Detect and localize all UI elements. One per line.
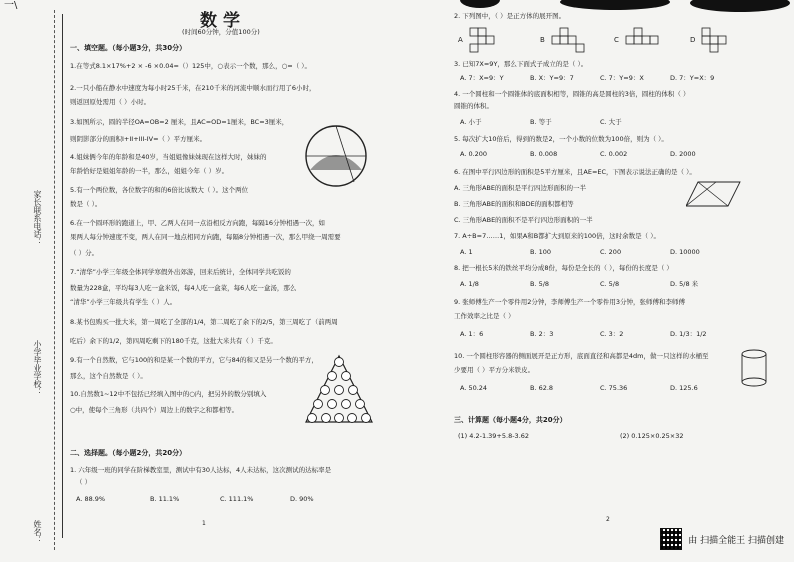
q9-option-a: A. 1：6 bbox=[460, 330, 484, 338]
triangle-puzzle-figure bbox=[300, 352, 378, 428]
right-line-q3: 3. 已知7X=9Y，那么下面式子成立的是（ ）。 bbox=[454, 60, 588, 68]
left-line-11: 果两人每分钟速度不变，两人在同一地点相同方向跑，每隔8分钟相遇一次，那么甲绕一周需要 bbox=[70, 233, 341, 241]
left-choice-q1-blank: （ ） bbox=[76, 478, 92, 486]
spine-label-name: 姓名： bbox=[33, 520, 42, 544]
calc-1: (1) 4.2-1.39+5.8-3.62 bbox=[458, 432, 530, 440]
scanner-footer-text: 由 扫描全能王 扫描创建 bbox=[688, 535, 784, 546]
q7-option-c: C. 200 bbox=[600, 248, 622, 256]
svg-text:D: D bbox=[690, 36, 696, 44]
spine-label-phone: 家长联系电话： bbox=[33, 190, 42, 246]
right-line-q6c: C. 三角形ABE的面积不是平行四边形面积的一半 bbox=[454, 216, 593, 224]
left-line-13: 7.“清华”小学三年级全体同学寒假外出郊游，回来后统计，全体同学共吃饭的 bbox=[70, 268, 291, 276]
left-page-frame bbox=[62, 14, 441, 538]
right-line-q9: 9. 张师傅生产一个零件用2分钟，李师傅生产一个零件用3分钟，张师傅和李师傅 bbox=[454, 298, 686, 306]
q9-option-d: D. 1/3：1/2 bbox=[670, 330, 707, 338]
svg-text:A: A bbox=[458, 36, 463, 44]
binding-spine bbox=[20, 10, 55, 550]
qr-code-icon bbox=[660, 528, 682, 550]
svg-text:C: C bbox=[614, 36, 619, 44]
right-line-q6b: B. 三角形ABE的面积和BDE的面积都相等 bbox=[454, 200, 574, 208]
left-line-2: 2.一只小船在静水中速度为每小时25千米，在210千米的河流中顺水而行用了6小时， bbox=[70, 84, 316, 92]
cube-net-options bbox=[456, 24, 776, 56]
left-line-1: 1.在等式8.1×17%+2 × -6 ×0.04=（）125中，○表示一个数，那么，○=（ ）。 bbox=[70, 62, 312, 70]
left-page-number: 1 bbox=[202, 520, 206, 527]
q8-option-d: D. 5/8 米 bbox=[670, 280, 699, 288]
left-line-8: 5.有一个两位数，各位数字的和的6倍比该数大（ ）。这个两位 bbox=[70, 186, 249, 194]
choice-option-d: D. 90% bbox=[290, 495, 314, 503]
q5-option-d: D. 2000 bbox=[670, 150, 696, 158]
q10-option-c: C. 75.36 bbox=[600, 384, 628, 392]
q5-option-c: C. 0.002 bbox=[600, 150, 628, 158]
q3-option-c: C. 7：Y=9：X bbox=[600, 74, 644, 82]
left-line-6: 4.姐妹俩今年的年龄和是40岁，当姐姐像妹妹现在这样大时，妹妹的 bbox=[70, 153, 267, 161]
q7-option-a: A. 1 bbox=[460, 248, 473, 256]
right-line-q8: 8. 把一根长5米的铁丝平均分成8份，每份是全长的（ ），每份的长度是（ ） bbox=[454, 264, 673, 272]
q5-option-a: A. 0.200 bbox=[460, 150, 488, 158]
q7-option-d: D. 10000 bbox=[670, 248, 700, 256]
right-line-q4: 4. 一个圆柱和一个圆锥体的底面积相等，圆锥的高是圆柱的3倍，圆柱的体积（ ） bbox=[454, 90, 690, 98]
left-line-10: 6.在一个圆环形的跑道上，甲、乙两人在同一点沿相反方向跑，每隔16分钟相遇一次，如 bbox=[70, 219, 325, 227]
calc-2: (2) 0.125×0.25×32 bbox=[620, 432, 684, 440]
q8-option-b: B. 5/8 bbox=[530, 280, 550, 288]
q9-option-c: C. 3：2 bbox=[600, 330, 624, 338]
left-line-5: 则阴影部分的面积I+II+III-IV=（ ）平方厘米。 bbox=[70, 135, 207, 143]
right-line-q10: 10. 一个圆柱形容器的侧面展开是正方形，底面直径和高都是4dm，做一只这样的水桶至 bbox=[454, 352, 709, 360]
left-line-17: 吃后）余下的1/2，第四周吃剩下的180千克，这批大米共有（ ）千克。 bbox=[70, 337, 277, 345]
q8-option-a: A. 1/8 bbox=[460, 280, 479, 288]
right-line-q6a: A. 三角形ABE的面积是平行四边形面积的一半 bbox=[454, 184, 586, 192]
right-line-q6: 6. 在图中平行四边形的面积是5平方厘米，且AE=EC，下图表示说法正确的是（ ）。 bbox=[454, 168, 696, 176]
section3-title: 三、计算题（每小题4分，共20分） bbox=[454, 416, 567, 424]
q4-option-c: C. 大于 bbox=[600, 118, 622, 126]
left-line-19: 那么，这个自然数是（ ）。 bbox=[70, 372, 147, 380]
q4-option-a: A. 小于 bbox=[460, 118, 482, 126]
choice-option-b: B. 11.1% bbox=[150, 495, 180, 503]
q4-option-b: B. 等于 bbox=[530, 118, 552, 126]
q7-option-b: B. 100 bbox=[530, 248, 551, 256]
left-line-18: 9.有一个自然数，它与100的和是某一个数的平方，它与84的和又是另一个数的平方， bbox=[70, 356, 318, 364]
page-title: 数学 bbox=[200, 11, 246, 31]
left-line-12: （ ）分。 bbox=[70, 249, 99, 257]
left-choice-q1: 1. 六年级一班的同学在阶梯教室里，测试中有30人达标，4人未达标，这次测试的达标率是 bbox=[70, 466, 332, 474]
right-page-number: 2 bbox=[606, 516, 610, 523]
q10-option-b: B. 62.8 bbox=[530, 384, 554, 392]
left-line-21: ○中，使每个三角形（共四个）周边上的数字之和都相等。 bbox=[70, 406, 239, 414]
q3-option-a: A. 7：X=9：Y bbox=[460, 74, 504, 82]
section1-title: 一、填空题。（每小题3分，共30分） bbox=[70, 44, 187, 52]
circle-figure bbox=[296, 120, 376, 192]
right-line-q2: 2. 下列图中，（ ）是正方体的展开图。 bbox=[454, 12, 566, 20]
left-line-16: 8.某书包购买一批大米，第一周吃了全部的1/4，第二周吃了余下的2/5，第三周吃了（前两周 bbox=[70, 318, 338, 326]
q9-option-b: B. 2：3 bbox=[530, 330, 554, 338]
left-line-15: “清华”小学三年级共有学生（ ）人。 bbox=[70, 298, 177, 306]
left-line-3: 则返回原处需用（ ）小时。 bbox=[70, 98, 151, 106]
left-line-20: 10.自然数1~12中不包括已经填入图中的○内，把另外的数分别填入 bbox=[70, 390, 267, 398]
page-subtitle: (时间60分钟，分值100分) bbox=[182, 28, 260, 36]
q3-option-d: D. 7：Y=X：9 bbox=[670, 74, 715, 82]
choice-option-c: C. 111.1% bbox=[220, 495, 254, 503]
ink-smudge bbox=[560, 0, 670, 10]
right-line-q7: 7. A÷B=7……1，如果A和B都扩大到原来的100倍，这时余数是（ ）。 bbox=[454, 232, 660, 240]
corner-mark: 一\ bbox=[4, 0, 18, 11]
svg-text:B: B bbox=[540, 36, 545, 44]
q8-option-c: C. 5/8 bbox=[600, 280, 620, 288]
section2-title: 二、选择题。（每小题2分，共20分） bbox=[70, 449, 187, 457]
q5-option-b: B. 0.008 bbox=[530, 150, 558, 158]
right-line-q5: 5. 每次扩大10倍后，得到的数是2，一个小数的位数为100倍，则为（ ）。 bbox=[454, 135, 668, 143]
choice-option-a: A. 88.9% bbox=[76, 495, 106, 503]
parallelogram-figure bbox=[686, 180, 742, 208]
ink-smudge bbox=[690, 0, 790, 12]
spine-label-school: 小学毕业学校： bbox=[33, 340, 42, 396]
left-line-14: 数量为228盒，平均每3人吃一盒米饭，每4人吃一盒菜，每6人吃一盒汤，那么 bbox=[70, 284, 297, 292]
q10-option-a: A. 50.24 bbox=[460, 384, 488, 392]
ink-smudge bbox=[460, 0, 500, 8]
right-line-q4b: 圆锥的体积。 bbox=[454, 102, 493, 110]
q3-option-b: B. X：Y=9：7 bbox=[530, 74, 574, 82]
left-line-9: 数是（ ）。 bbox=[70, 200, 102, 208]
cylinder-bucket-figure bbox=[740, 348, 768, 388]
right-line-q10b: 少要用（ ）平方分米铁皮。 bbox=[454, 366, 535, 374]
scanner-footer bbox=[660, 528, 784, 550]
left-line-7: 年龄恰好是姐姐年龄的一半，那么，姐姐今年（ ）岁。 bbox=[70, 167, 229, 175]
right-line-q9b: 工作效率之比是（ ） bbox=[454, 312, 515, 320]
left-line-4: 3.如图所示，圆的半径OA=OB=2 厘米，且AC=OD=1厘米，BC=3厘米， bbox=[70, 118, 289, 126]
q10-option-d: D. 125.6 bbox=[670, 384, 698, 392]
